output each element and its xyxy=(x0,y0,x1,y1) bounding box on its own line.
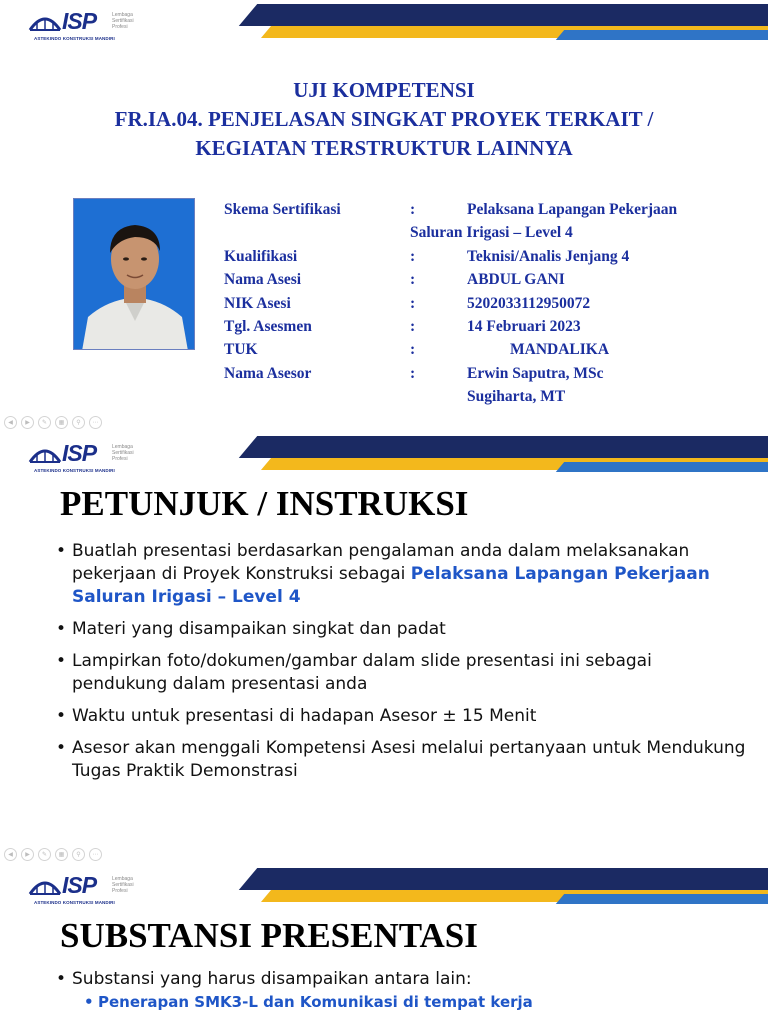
zoom-icon[interactable]: ⚲ xyxy=(72,848,85,861)
value-tuk: MANDALIKA xyxy=(510,341,610,359)
row-tgl xyxy=(224,315,744,338)
label-asesor: Nama Asesor xyxy=(224,364,312,382)
list-item: • Waktu untuk presentasi di hadapan Asesor ± 15 Menit xyxy=(56,705,746,728)
label-nama-asesi: Nama Asesi xyxy=(224,271,302,289)
more-icon[interactable]: ⋯ xyxy=(89,416,102,429)
label-tuk: TUK xyxy=(224,341,258,359)
sep: : xyxy=(410,317,416,335)
sep: : xyxy=(410,294,416,312)
value-skema: Pelaksana Lapangan Pekerjaan xyxy=(467,201,678,218)
slide-instructions xyxy=(0,432,768,864)
next-icon[interactable]: ▶ xyxy=(21,416,34,429)
isp-logo xyxy=(28,874,148,908)
scheme-highlight: Pelaksana Lapangan Pekerjaan Saluran Irigasi – Level 4 xyxy=(72,564,710,607)
item-text: Buatlah presentasi berdasarkan pengalaman anda dalam melaksanakan pekerjaan di Proyek Konstruksi sebagai xyxy=(72,541,690,584)
instructions-heading: PETUNJUK / INSTRUKSI xyxy=(60,484,469,523)
label-tgl: Tgl. Asesmen xyxy=(224,317,312,335)
asesi-info xyxy=(224,198,744,409)
logo-sub: Lembaga Sertifikasi Profesi xyxy=(112,444,134,462)
row-skema-cont xyxy=(224,221,744,244)
cover-title xyxy=(0,76,768,163)
pen-icon[interactable]: ✎ xyxy=(38,848,51,861)
list-item: • Lampirkan foto/dokumen/gambar dalam slide presentasi ini sebagai pendukung dalam presentasi anda xyxy=(56,650,746,696)
row-tuk xyxy=(224,338,744,361)
list-item xyxy=(56,540,746,609)
asesi-photo xyxy=(73,198,195,350)
substance-heading: SUBSTANSI PRESENTASI xyxy=(60,916,478,955)
value-skema-cont: Saluran Irigasi – Level 4 xyxy=(410,224,573,242)
bridge-icon xyxy=(28,874,62,900)
logo-text: ISP xyxy=(62,440,97,466)
slide-substance xyxy=(0,864,768,1024)
sep: : xyxy=(410,247,416,265)
slide-controls[interactable] xyxy=(4,416,102,429)
pen-icon[interactable]: ✎ xyxy=(38,416,51,429)
row-nama-asesi xyxy=(224,268,744,291)
value-asesor-cont: Sugiharta, MT xyxy=(467,388,566,406)
value-asesor: Erwin Saputra, MSc xyxy=(467,364,604,382)
label-skema: Skema Sertifikasi xyxy=(224,201,341,218)
value-nik: 5202033112950072 xyxy=(467,294,591,312)
next-icon[interactable]: ▶ xyxy=(21,848,34,861)
more-icon[interactable]: ⋯ xyxy=(89,848,102,861)
logo-tagline: ASTEKINDO KONSTRUKSI MANDIRI xyxy=(34,468,115,473)
sep: : xyxy=(410,201,416,218)
logo-tagline: ASTEKINDO KONSTRUKSI MANDIRI xyxy=(34,900,115,905)
value-nama-asesi: ABDUL GANI xyxy=(467,271,565,289)
logo-tagline: ASTEKINDO KONSTRUKSI MANDIRI xyxy=(34,36,115,41)
bridge-icon xyxy=(28,442,62,468)
row-kualifikasi xyxy=(224,245,744,268)
grid-icon[interactable]: ▦ xyxy=(55,848,68,861)
isp-logo xyxy=(28,442,148,476)
instructions-list xyxy=(56,540,746,792)
slide-controls[interactable] xyxy=(4,848,102,861)
prev-icon[interactable]: ◀ xyxy=(4,416,17,429)
value-kualifikasi: Teknisi/Analis Jenjang 4 xyxy=(467,247,630,265)
row-asesor xyxy=(224,362,744,385)
slide-cover xyxy=(0,0,768,432)
list-item: • Materi yang disampaikan singkat dan padat xyxy=(56,618,746,641)
sep: : xyxy=(410,271,416,289)
list-item: • Substansi yang harus disampaikan antara lain: xyxy=(56,968,746,991)
value-tgl: 14 Februari 2023 xyxy=(467,317,581,335)
list-item: • Asesor akan menggali Kompetensi Asesi melalui pertanyaan untuk Mendukung Tugas Praktik Demonstrasi xyxy=(56,737,746,783)
label-kualifikasi: Kualifikasi xyxy=(224,247,298,265)
bridge-icon xyxy=(28,10,62,36)
title-line-1: UJI KOMPETENSI xyxy=(293,78,475,102)
label-nik: NIK Asesi xyxy=(224,294,291,312)
logo-text: ISP xyxy=(62,872,97,898)
title-line-2: FR.IA.04. PENJELASAN SINGKAT PROYEK TERKAIT / xyxy=(114,107,654,131)
zoom-icon[interactable]: ⚲ xyxy=(72,416,85,429)
row-skema xyxy=(224,198,744,221)
logo-sub: Lembaga Sertifikasi Profesi xyxy=(112,12,134,30)
substance-list xyxy=(56,968,746,1014)
row-asesor-cont xyxy=(224,385,744,408)
logo-text: ISP xyxy=(62,8,97,34)
isp-logo xyxy=(28,10,148,44)
prev-icon[interactable]: ◀ xyxy=(4,848,17,861)
sub-list-item: • Penerapan SMK3-L dan Komunikasi di tempat kerja xyxy=(84,991,746,1014)
sep: : xyxy=(410,364,416,382)
person-photo-icon xyxy=(74,199,195,350)
title-line-3: KEGIATAN TERSTRUKTUR LAINNYA xyxy=(195,136,573,160)
row-nik xyxy=(224,292,744,315)
grid-icon[interactable]: ▦ xyxy=(55,416,68,429)
logo-sub: Lembaga Sertifikasi Profesi xyxy=(112,876,134,894)
sep: : xyxy=(410,341,416,359)
